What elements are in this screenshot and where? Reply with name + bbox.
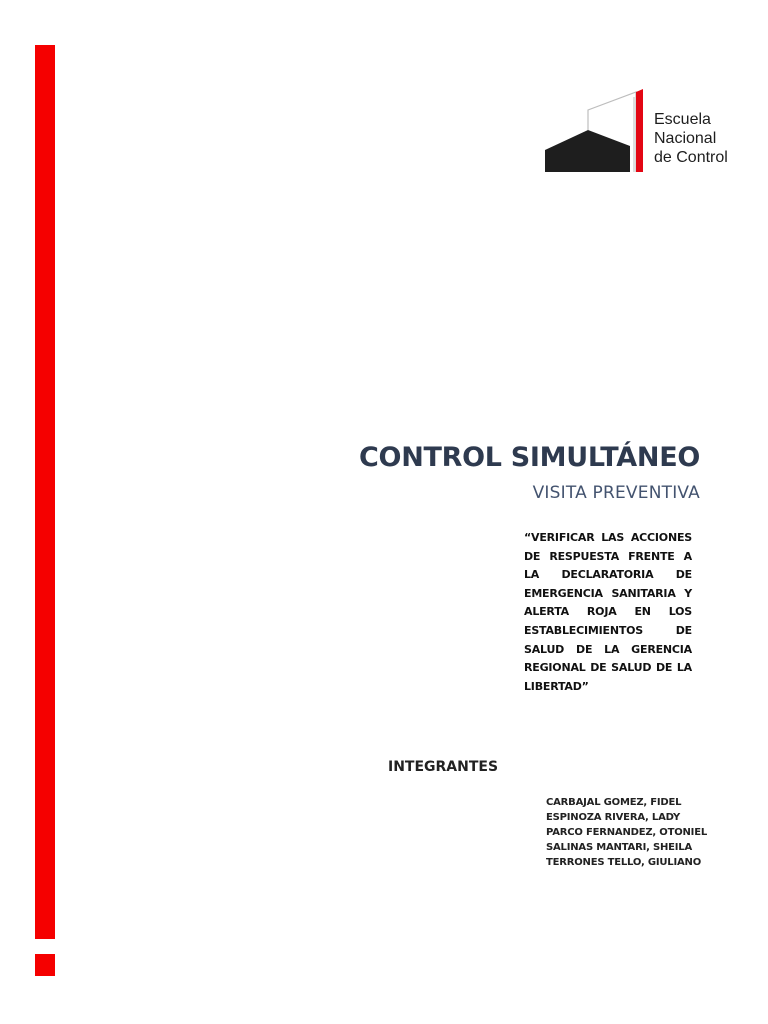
member-name: ESPINOZA RIVERA, LADY bbox=[546, 812, 681, 823]
document-subtitle: VISITA PREVENTIVA bbox=[532, 483, 700, 503]
document-title: CONTROL SIMULTÁNEO bbox=[359, 442, 700, 473]
building-logo-icon bbox=[544, 88, 648, 176]
logo-wordmark bbox=[654, 110, 728, 167]
logo-line-1: Escuela bbox=[654, 111, 711, 128]
members-heading: INTEGRANTES bbox=[388, 759, 499, 775]
escuela-nacional-de-control-logo bbox=[544, 88, 744, 176]
logo-line-2: Nacional bbox=[654, 130, 717, 147]
logo-line-3: de Control bbox=[654, 149, 728, 166]
red-footer-square bbox=[35, 954, 55, 976]
red-sidebar-bar bbox=[35, 45, 55, 939]
member-name: SALINAS MANTARI, SHEILA bbox=[546, 842, 693, 853]
member-name: PARCO FERNANDEZ, OTONIEL bbox=[546, 827, 707, 838]
objective-statement: “VERIFICAR LAS ACCIONES DE RESPUESTA FRENTE A LA DECLARATORIA DE EMERGENCIA SANITARIA Y ALERTA ROJA EN LOS ESTABLECIMIENTOS DE SALUD DE LA GERENCIA REGIONAL DE SALUD DE LA LIBERTAD” bbox=[524, 531, 692, 693]
member-name: CARBAJAL GOMEZ, FIDEL bbox=[546, 797, 682, 808]
members-list bbox=[546, 795, 707, 870]
member-name: TERRONES TELLO, GIULIANO bbox=[546, 857, 701, 868]
